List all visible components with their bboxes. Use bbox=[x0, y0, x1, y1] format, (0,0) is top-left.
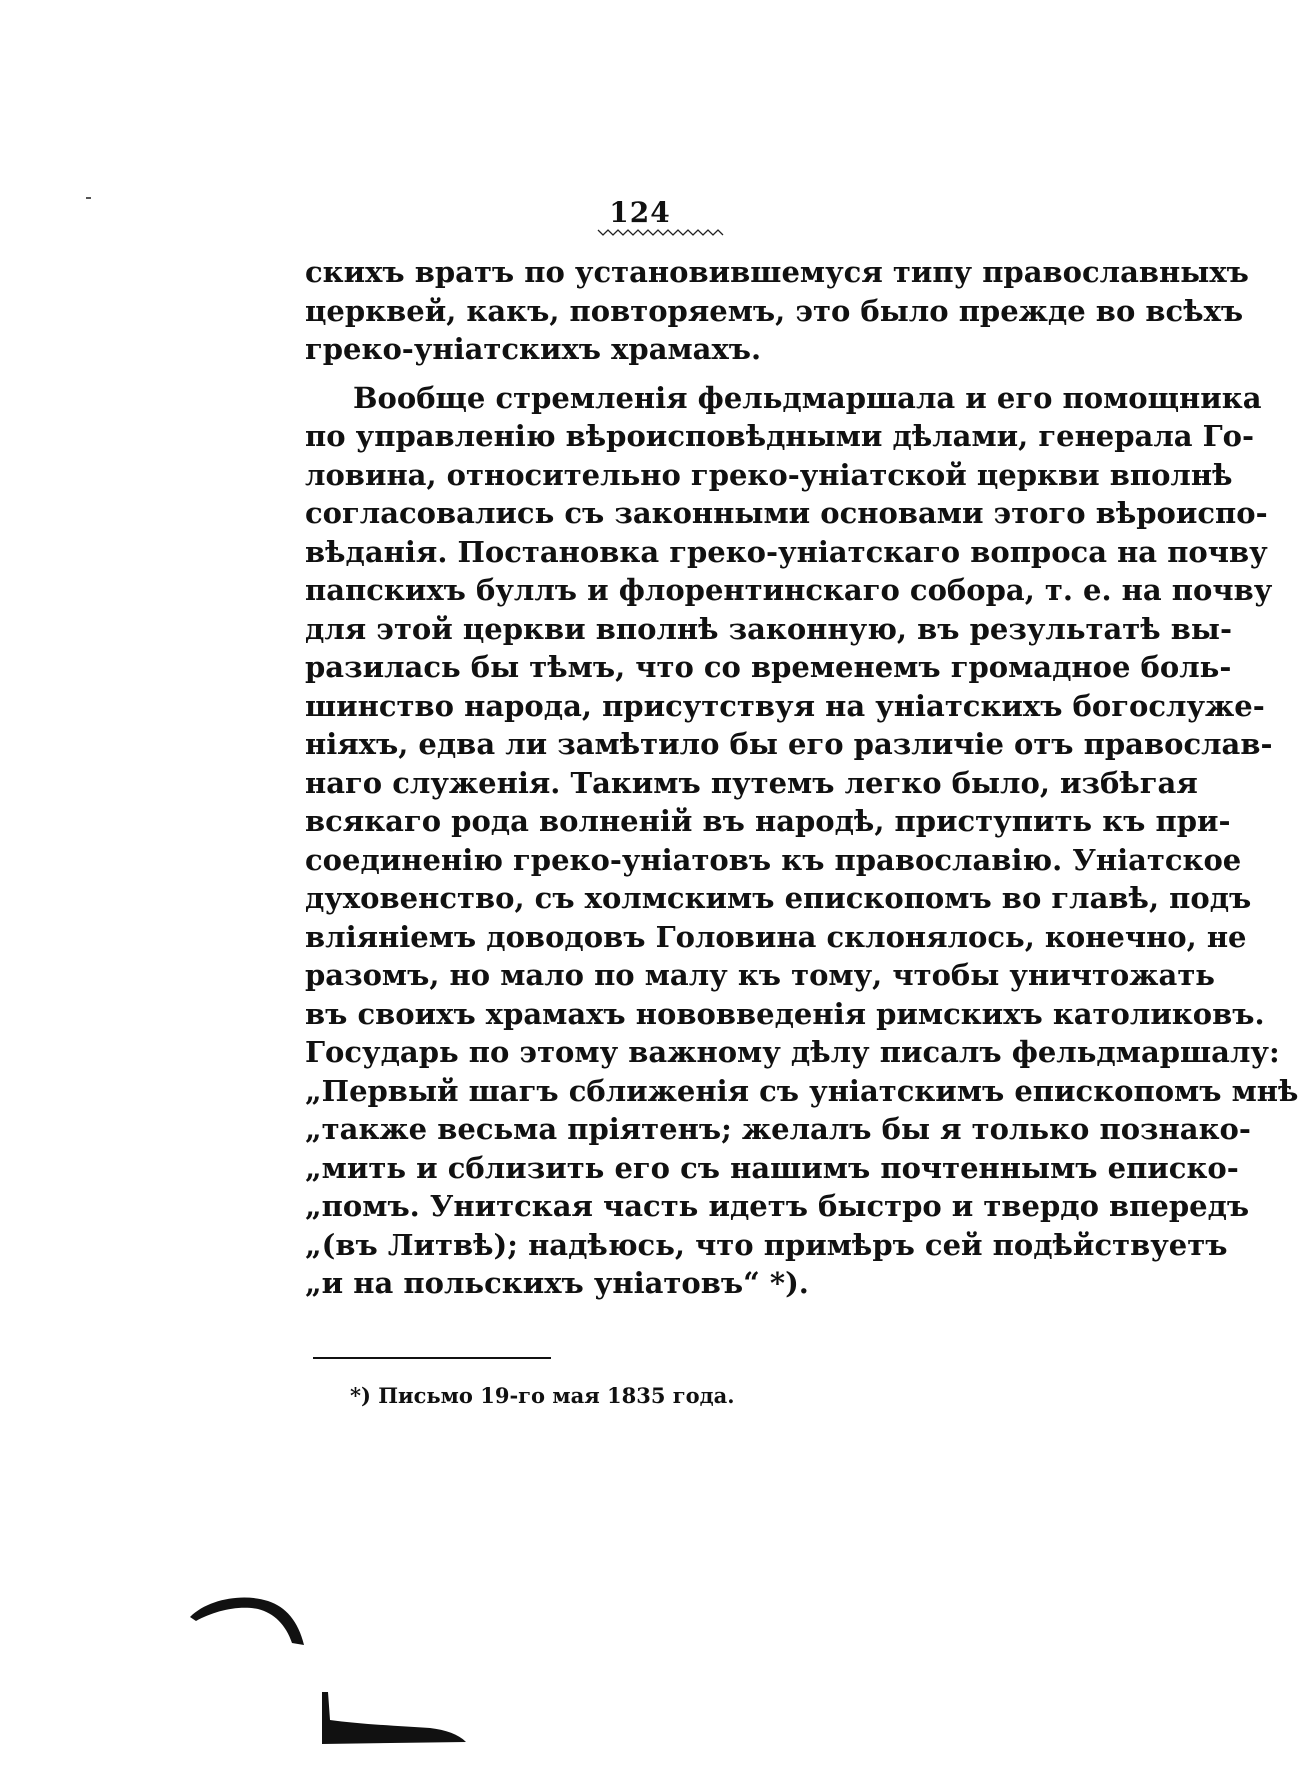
text-line: церквей, какъ, повторяемъ, это было прежде во всѣхъ bbox=[305, 293, 1244, 328]
text-line: скихъ вратъ по установившемуся типу православныхъ bbox=[305, 255, 1249, 289]
footnote: *) Письмо 19-го мая 1835 года. bbox=[350, 1383, 735, 1408]
text-line: Государь по этому важному дѣлу писалъ фельдмаршалу: bbox=[305, 1035, 1280, 1069]
scan-dot bbox=[86, 196, 92, 200]
text-line: папскихъ буллъ и флорентинскаго собора, т. е. на почву bbox=[305, 573, 1273, 607]
text-line: для этой церкви вполнѣ законную, въ результатѣ вы- bbox=[305, 611, 1233, 646]
text-line: согласовались съ законными основами этого вѣроиспо- bbox=[305, 496, 1268, 530]
text-line: разомъ, но мало по малу къ тому, чтобы уничтожать bbox=[305, 958, 1215, 992]
text-line: шинство народа, присутствуя на уніатскихъ богослуже- bbox=[305, 688, 1265, 723]
text-line: „помъ. Унитская часть идетъ быстро и твердо впередъ bbox=[305, 1189, 1250, 1223]
page-number-ornament bbox=[598, 227, 728, 237]
text-line: ніяхъ, едва ли замѣтило бы его различіе отъ православ- bbox=[305, 727, 1273, 761]
text-line: „мить и сблизить его съ нашимъ почтеннымъ еписко- bbox=[305, 1150, 1239, 1185]
text-line: по управленію вѣроисповѣдными дѣлами, генерала Го- bbox=[305, 419, 1255, 453]
body-text bbox=[305, 253, 1298, 1303]
scan-smudge-top bbox=[188, 1585, 308, 1655]
footnote-divider bbox=[313, 1357, 551, 1359]
text-line: „также весьма пріятенъ; желалъ бы я только познако- bbox=[305, 1112, 1251, 1146]
scan-smudge-bottom bbox=[318, 1690, 468, 1746]
text-line: вліяніемъ доводовъ Головина склонялось, конечно, не bbox=[305, 919, 1247, 954]
text-line: „(въ Литвѣ); надѣюсь, что примѣръ сей подѣйствуетъ bbox=[305, 1227, 1228, 1262]
text-line: Вообще стремленія фельдмаршала и его помощника bbox=[353, 380, 1262, 415]
text-line: наго служенія. Такимъ путемъ легко было, избѣгая bbox=[305, 765, 1198, 800]
text-line: ловина, относительно греко-уніатской церкви вполнѣ bbox=[305, 457, 1233, 492]
text-line: соединенію греко-уніатовъ къ православію. Уніатское bbox=[305, 842, 1242, 877]
text-line: греко-уніатскихъ храмахъ. bbox=[305, 332, 762, 366]
text-line: „и на польскихъ уніатовъ“ *). bbox=[305, 1266, 809, 1300]
text-line: всякаго рода волненій въ народѣ, приступить къ при- bbox=[305, 804, 1231, 838]
text-line: „Первый шагъ сближенія съ уніатскимъ епископомъ мнѣ bbox=[305, 1073, 1298, 1108]
text-line: духовенство, съ холмскимъ епископомъ во главѣ, подъ bbox=[305, 881, 1252, 915]
text-line: вѣданія. Постановка греко-уніатскаго вопроса на почву bbox=[305, 534, 1268, 569]
text-line: въ своихъ храмахъ нововведенія римскихъ католиковъ. bbox=[305, 996, 1265, 1031]
text-line: разилась бы тѣмъ, что со временемъ громадное боль- bbox=[305, 650, 1232, 684]
page-number: 124 bbox=[609, 196, 671, 229]
